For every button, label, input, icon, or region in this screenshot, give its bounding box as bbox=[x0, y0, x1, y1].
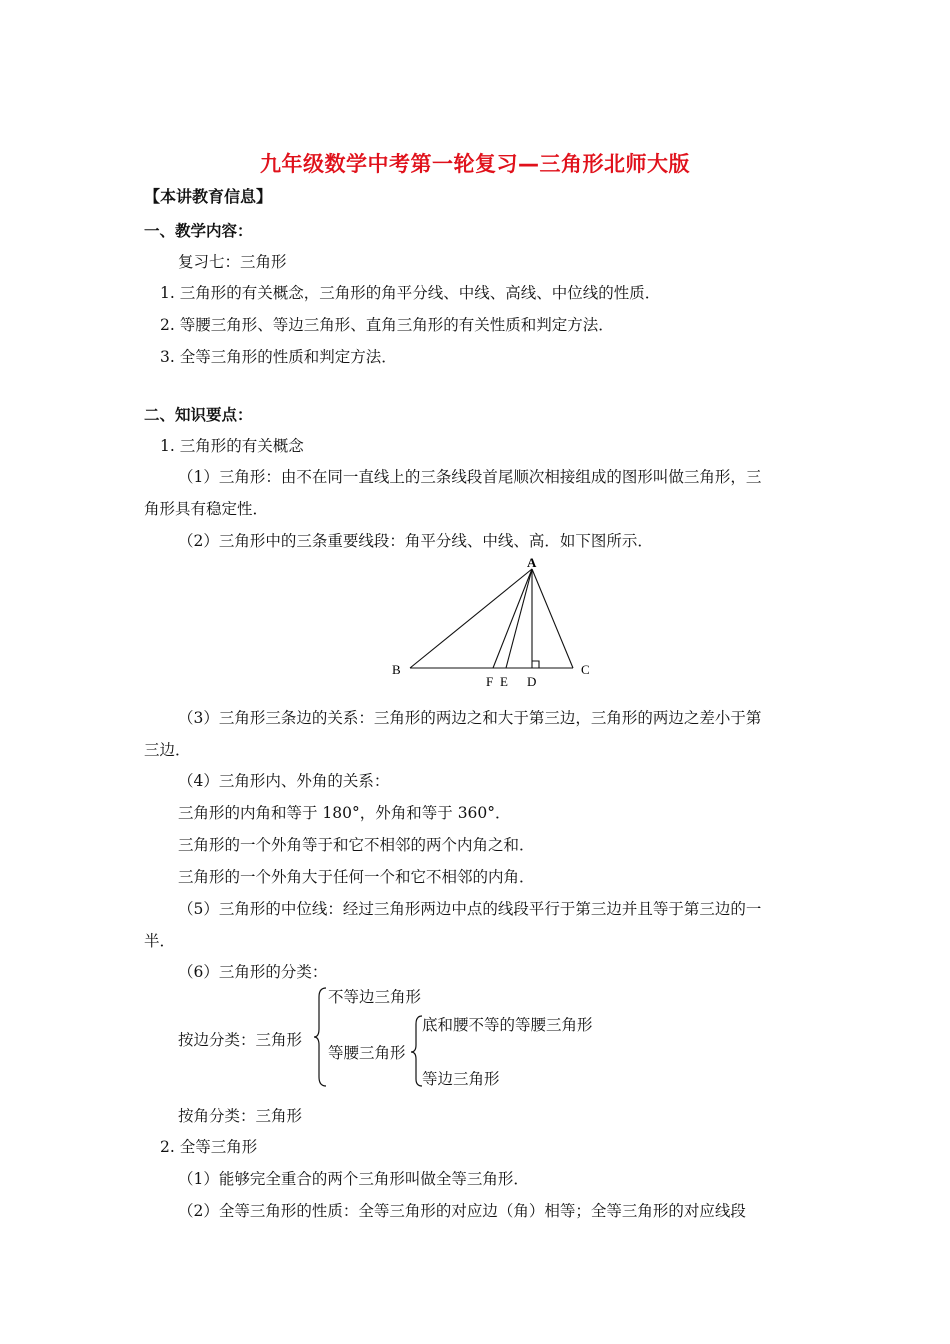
point-1-1-line-b: 角形具有稳定性． bbox=[144, 500, 269, 518]
content-item-1: 1. 三角形的有关概念，三角形的角平分线、中线、高线、中位线的性质． bbox=[160, 284, 661, 302]
label-b: B bbox=[392, 662, 401, 677]
classify-by-side: 按边分类：三角形 bbox=[178, 1031, 303, 1049]
right-angle-mark bbox=[532, 661, 539, 668]
point-2-1: （1）能够完全重合的两个三角形叫做全等三角形． bbox=[178, 1170, 529, 1188]
classify-by-angle: 按角分类：三角形 bbox=[178, 1107, 303, 1125]
label-c: C bbox=[581, 662, 590, 677]
label-e: E bbox=[500, 674, 508, 689]
content-item-2: 2. 等腰三角形、等边三角形、直角三角形的有关性质和判定方法． bbox=[160, 316, 614, 334]
section-header: 【本讲教育信息】 bbox=[144, 187, 273, 206]
bisector-af bbox=[493, 569, 532, 668]
label-d: D bbox=[527, 674, 537, 689]
heading-teaching-content: 一、教学内容： bbox=[144, 222, 253, 240]
point-1-5-line-b: 半． bbox=[144, 932, 176, 950]
outer-brace bbox=[314, 988, 326, 1086]
review-subtitle: 复习七：三角形 bbox=[178, 253, 287, 271]
point-1-2: （2）三角形中的三条重要线段：角平分线、中线、高．如下图所示． bbox=[178, 532, 653, 550]
point-1-3-line-a: （3）三角形三条边的关系：三角形的两边之和大于第三边，三角形的两边之差小于第 bbox=[178, 709, 762, 727]
document-title: 九年级数学中考第一轮复习—三角形北师大版 bbox=[260, 152, 690, 176]
point-2-2: （2）全等三角形的性质：全等三角形的对应边（角）相等；全等三角形的对应线段 bbox=[178, 1202, 746, 1220]
angle-sum-fact: 三角形的内角和等于 180°，外角和等于 360°． bbox=[178, 804, 511, 822]
inner-brace bbox=[411, 1016, 422, 1086]
classify-equilateral: 等边三角形 bbox=[422, 1070, 500, 1088]
point-1-1-line-a: （1）三角形：由不在同一直线上的三条线段首尾顺次相接组成的图形叫做三角形，三 bbox=[178, 468, 762, 486]
label-a: A bbox=[527, 555, 537, 570]
side-ac bbox=[532, 569, 573, 668]
classify-isosceles-non-equilateral: 底和腰不等的等腰三角形 bbox=[422, 1016, 593, 1034]
classify-scalene: 不等边三角形 bbox=[328, 988, 422, 1006]
classify-isosceles: 等腰三角形 bbox=[328, 1044, 406, 1062]
side-ab bbox=[410, 569, 532, 668]
content-item-3: 3. 全等三角形的性质和判定方法． bbox=[160, 348, 397, 366]
median-ae bbox=[506, 569, 532, 668]
heading-key-points: 二、知识要点： bbox=[144, 406, 253, 424]
label-f: F bbox=[486, 674, 494, 689]
point-1-5-line-a: （5）三角形的中位线：经过三角形两边中点的线段平行于第三边并且等于第三边的一 bbox=[178, 900, 762, 918]
point-1-6: （6）三角形的分类： bbox=[178, 963, 328, 981]
exterior-angle-fact-2: 三角形的一个外角大于任何一个和它不相邻的内角． bbox=[178, 868, 535, 886]
point-1-4: （4）三角形内、外角的关系： bbox=[178, 772, 390, 790]
point-1-3-line-b: 三边． bbox=[144, 741, 191, 759]
triangle-figure bbox=[380, 555, 610, 695]
point-1-title: 1. 三角形的有关概念 bbox=[160, 437, 304, 455]
exterior-angle-fact-1: 三角形的一个外角等于和它不相邻的两个内角之和． bbox=[178, 836, 535, 854]
point-2-title: 2. 全等三角形 bbox=[160, 1138, 258, 1156]
